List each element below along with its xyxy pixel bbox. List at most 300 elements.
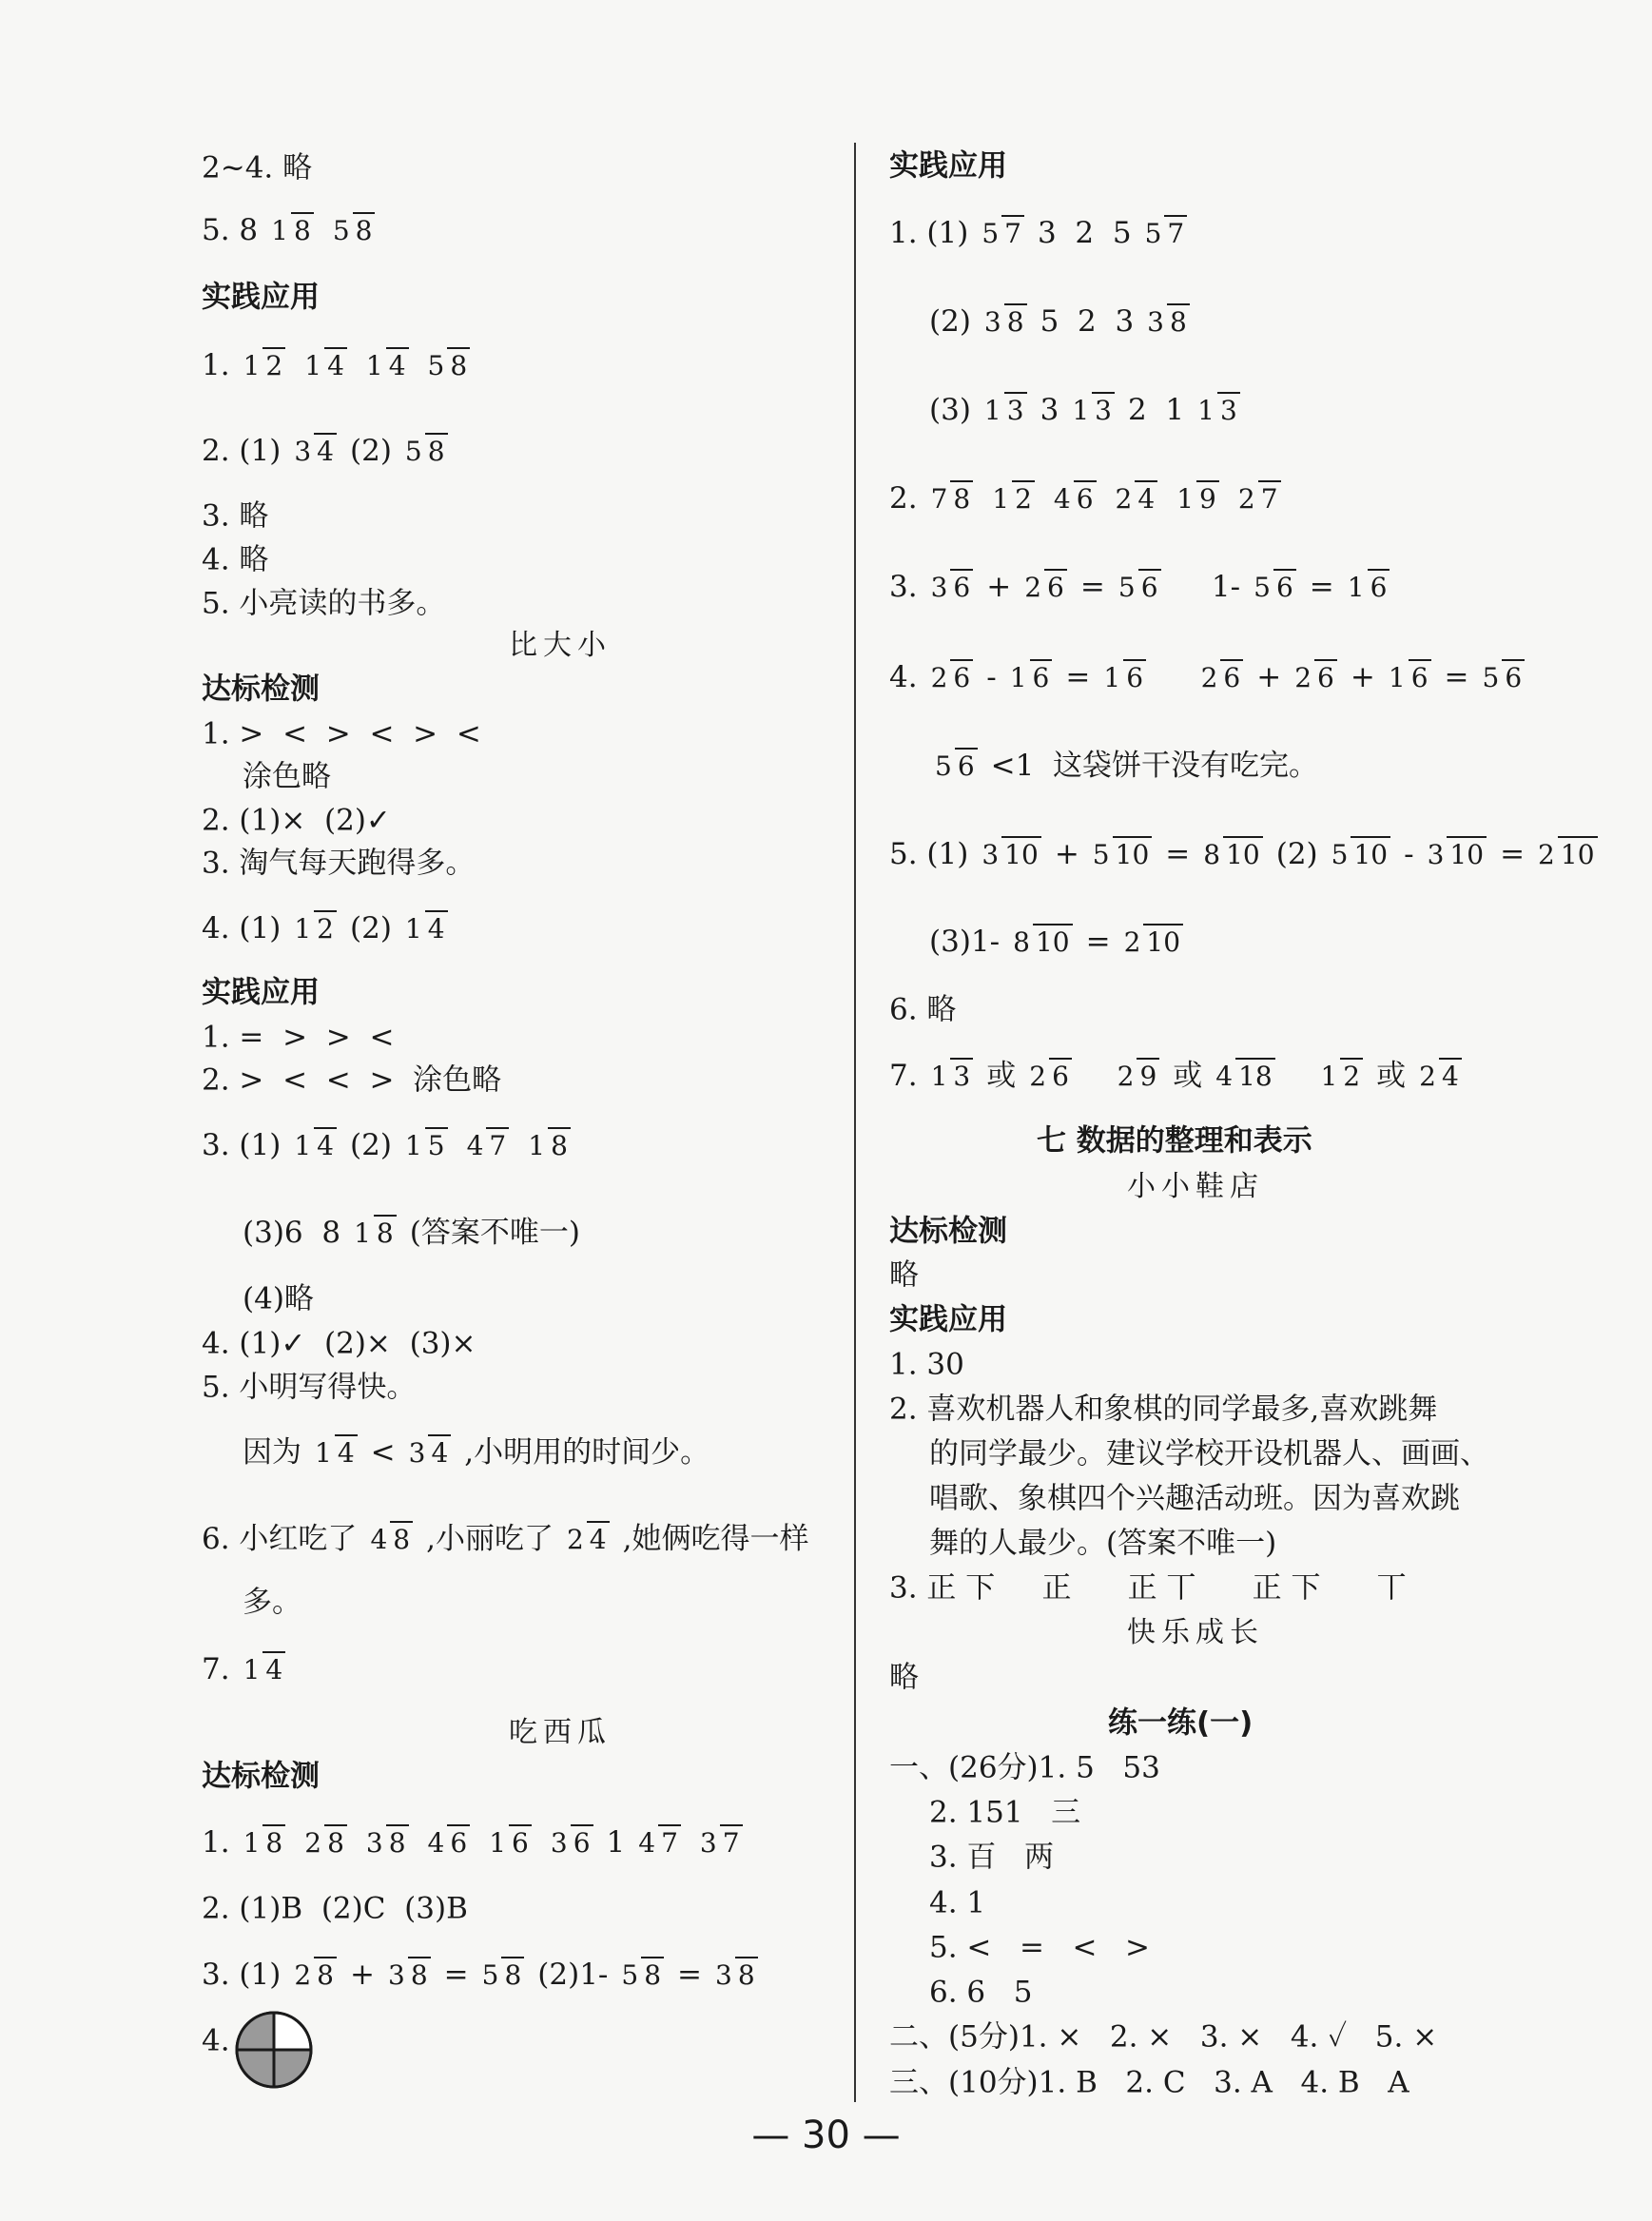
fraction-numerator: 1 [243, 1827, 261, 1859]
answer-line [202, 1127, 584, 1163]
fraction-denominator: 5 [425, 1127, 448, 1159]
fraction-denominator: 2 [262, 347, 285, 380]
section-heading: 实践应用 [202, 975, 320, 1010]
fraction-numerator: 2 [930, 662, 948, 693]
answer-text: (3)6 8 [243, 1215, 341, 1250]
fraction-numerator: 1 [489, 1827, 507, 1859]
fraction-denominator: 6 [950, 659, 973, 692]
fraction-numerator: 2 [1538, 839, 1555, 870]
fraction-denominator: 4 [314, 1127, 337, 1159]
answer-text: 略 [889, 1257, 919, 1293]
answer-text: 7. [202, 1651, 230, 1686]
fraction [351, 1215, 397, 1251]
fraction-denominator: 7 [658, 1824, 681, 1857]
fraction-denominator: 8 [425, 433, 448, 465]
fraction-numerator: 3 [699, 1827, 717, 1859]
fraction-denominator: 6 [447, 1824, 470, 1857]
fraction [312, 1434, 358, 1471]
fraction-numerator: 1 [1103, 662, 1121, 693]
answer-text: - [986, 659, 997, 694]
fraction-numerator: 1 [1388, 662, 1406, 693]
fraction-denominator: 6 [1074, 480, 1097, 513]
fraction-numerator: 2 [1294, 662, 1312, 693]
fraction-denominator: 6 [1030, 659, 1053, 692]
fraction [1195, 392, 1240, 428]
answer-text: 4. (1) [202, 910, 282, 945]
fraction-numerator: 3 [930, 572, 948, 603]
answer-text: 4. (1)✓ (2)× (3)× [202, 1326, 476, 1361]
fraction-denominator: 8 [374, 1215, 397, 1247]
fraction-denominator: 7 [1001, 215, 1024, 247]
fraction [1292, 659, 1337, 695]
answer-text: 舞的人最少。(答案不唯一) [929, 1526, 1277, 1561]
answer-text: = [1065, 659, 1091, 694]
fraction-denominator: 6 [571, 1824, 593, 1857]
answer-line [889, 659, 1538, 695]
fraction [301, 1824, 347, 1861]
fraction [402, 1127, 448, 1163]
answer-text: 2. > < < > 涂色略 [202, 1062, 502, 1098]
answer-line [929, 748, 1326, 784]
answer-line [889, 1347, 972, 1382]
fraction-denominator: 6 [950, 569, 973, 601]
section-heading: 实践应用 [202, 280, 320, 315]
fraction [928, 659, 974, 695]
fraction [291, 1127, 337, 1163]
fraction-denominator: 8 [291, 212, 314, 244]
answer-line [889, 1570, 1414, 1606]
answer-line [202, 498, 276, 534]
answer-text: 5. < = < > [929, 1930, 1151, 1965]
fraction [1317, 1058, 1363, 1094]
answer-text: 唱歌、象棋四个兴趣活动班。因为喜欢跳 [929, 1481, 1460, 1516]
answer-line [889, 480, 1294, 516]
answer-line [202, 150, 320, 185]
fraction [697, 1824, 743, 1861]
fraction-denominator: 8 [324, 1824, 347, 1857]
answer-text: ,小明用的时间少。 [464, 1434, 710, 1470]
answer-text: (3) [929, 392, 971, 427]
fraction-denominator: 3 [950, 1058, 973, 1090]
fraction-numerator: 2 [1117, 1061, 1135, 1092]
fraction [291, 433, 337, 469]
answer-line [202, 212, 388, 248]
answer-line [929, 1840, 1061, 1875]
fraction-denominator: 6 [509, 1824, 532, 1857]
answer-text: (2) [350, 910, 392, 945]
fraction-denominator: 8 [353, 212, 376, 244]
fraction [1100, 659, 1146, 695]
fraction-numerator: 1 [404, 913, 422, 945]
fraction-numerator: 2 [566, 1524, 584, 1555]
answer-line [929, 1885, 993, 1920]
fraction [1174, 480, 1219, 516]
answer-text: (3)1- [929, 924, 1001, 959]
fraction [1480, 659, 1526, 695]
fraction-numerator: 4 [466, 1130, 484, 1161]
answer-line [243, 1434, 717, 1471]
fraction-numerator: 1 [243, 350, 261, 381]
fraction [1142, 215, 1188, 251]
answer-line [889, 1392, 1445, 1427]
answer-line [889, 2065, 1417, 2100]
fraction [291, 1957, 337, 1993]
fraction [1416, 1058, 1462, 1094]
answer-text: 2. (1)B (2)C (3)B [202, 1891, 468, 1926]
answer-text: 涂色略 [243, 759, 331, 794]
fraction [979, 836, 1040, 872]
fraction-denominator: 4 [262, 1651, 285, 1684]
answer-line [929, 1526, 1284, 1561]
fraction-denominator: 10 [1113, 836, 1153, 868]
answer-text: = [1444, 659, 1469, 694]
answer-text: 2. 151 三 [929, 1795, 1081, 1830]
fraction [1200, 836, 1262, 872]
fraction [330, 212, 376, 248]
answer-text: 4. [202, 2023, 230, 2058]
fraction-denominator: 9 [1137, 1058, 1159, 1090]
answer-line [929, 303, 1203, 340]
fraction-denominator: 8 [501, 1957, 524, 1989]
fraction-numerator: 5 [981, 218, 1000, 249]
answer-text: 1. 30 [889, 1347, 964, 1382]
fraction-denominator: 7 [1164, 215, 1187, 247]
fraction [464, 1127, 510, 1163]
answer-line [243, 1281, 321, 1316]
answer-text: 3. 略 [202, 498, 269, 534]
fraction [989, 480, 1035, 516]
fraction-numerator: 2 [304, 1827, 322, 1859]
fraction-numerator: 1 [315, 1437, 332, 1469]
fraction [1251, 569, 1296, 605]
answer-line [243, 1215, 588, 1251]
fraction [367, 1521, 413, 1557]
fraction-numerator: 1 [271, 215, 288, 246]
fraction-numerator: 5 [481, 1959, 499, 1991]
answer-text: (2) [1275, 836, 1318, 871]
answer-text: 1. (1) [889, 215, 969, 250]
fraction [928, 569, 974, 605]
fraction-denominator: 8 [1167, 303, 1190, 336]
answer-line [889, 992, 963, 1027]
fraction-denominator: 8 [641, 1957, 664, 1989]
fraction-denominator: 6 [1273, 569, 1296, 601]
answer-line [202, 1957, 771, 1993]
fraction [1051, 480, 1097, 516]
fraction-numerator: 2 [1419, 1061, 1436, 1092]
section-heading: 达标检测 [202, 672, 320, 707]
answer-line [889, 1058, 1475, 1094]
answer-text: 5 2 3 [1040, 303, 1135, 339]
fraction [363, 347, 409, 383]
fraction [406, 1434, 452, 1471]
fraction [1386, 659, 1431, 695]
answer-text: (2) [350, 1127, 392, 1162]
subsection-title: 快乐成长 [1127, 1616, 1264, 1649]
fraction-denominator: 7 [486, 1127, 509, 1159]
fraction-denominator: 4 [386, 347, 409, 380]
fraction [928, 480, 974, 516]
answer-text: 3 [1040, 392, 1059, 427]
fraction [479, 1957, 525, 1993]
answer-text: (答案不唯一) [409, 1215, 580, 1250]
fraction-denominator: 8 [950, 480, 973, 513]
fraction-numerator: 5 [1254, 572, 1271, 603]
answer-line [202, 542, 276, 577]
answer-text: < [370, 1434, 396, 1470]
fraction [402, 433, 448, 469]
fraction-denominator: 6 [1123, 659, 1146, 692]
fraction [979, 215, 1024, 251]
answer-line [202, 1326, 484, 1361]
fraction-numerator: 3 [365, 1827, 383, 1859]
fraction-denominator: 6 [1220, 659, 1243, 692]
chapter-heading: 七 数据的整理和表示 [1037, 1123, 1312, 1159]
answer-text: 3. [889, 569, 918, 604]
fraction-denominator: 4 [1439, 1058, 1462, 1090]
fraction-numerator: 1 [243, 1654, 261, 1685]
fraction-denominator: 8 [1004, 303, 1027, 336]
fraction-numerator: 1 [304, 350, 322, 381]
fraction-numerator: 1 [294, 913, 312, 945]
answer-text: 3. (1) [202, 1127, 282, 1162]
fraction-numerator: 5 [1482, 662, 1500, 693]
answer-text: 1- [1174, 569, 1241, 604]
fraction-denominator: 8 [735, 1957, 758, 1989]
answer-text: 7. [889, 1058, 918, 1093]
fraction [981, 303, 1027, 340]
chapter-heading: 练一练(一) [1108, 1705, 1254, 1741]
fraction-denominator: 6 [1049, 1058, 1072, 1090]
fraction-numerator: 8 [1203, 839, 1221, 870]
answer-text: 二、(5分)1. × 2. × 3. × 4. ✓ 5. × [889, 2019, 1438, 2055]
fraction-denominator: 3 [1217, 392, 1240, 424]
answer-text: 5. 小明写得快。 [202, 1370, 417, 1405]
fraction-numerator: 1 [528, 1130, 546, 1161]
fraction-numerator: 1 [1009, 662, 1027, 693]
answer-text: = [1165, 836, 1191, 871]
fraction [241, 1651, 286, 1687]
fraction-denominator: 10 [1033, 924, 1073, 956]
page-number: — 30 — [751, 2114, 901, 2157]
answer-text: 因为 [243, 1434, 301, 1470]
subsection-title: 比大小 [509, 629, 612, 662]
answer-text: 略 [889, 1660, 919, 1695]
fraction-numerator: 2 [294, 1959, 312, 1991]
fraction-denominator: 2 [1340, 1058, 1363, 1090]
fraction-denominator: 3 [1092, 392, 1115, 424]
fraction [1026, 1058, 1072, 1094]
answer-text: 1. [202, 1824, 230, 1860]
answer-text: 6. 略 [889, 992, 957, 1027]
fraction-numerator: 2 [1029, 1061, 1047, 1092]
fraction-numerator: 4 [370, 1524, 388, 1555]
fraction-denominator: 10 [1143, 924, 1183, 956]
fraction-numerator: 3 [1147, 306, 1164, 338]
fraction [1345, 569, 1390, 605]
answer-text [1159, 663, 1188, 692]
fraction-denominator: 6 [1138, 569, 1161, 601]
answer-line [202, 910, 461, 946]
fraction [363, 1824, 409, 1861]
fraction [301, 347, 347, 383]
fraction [1090, 836, 1152, 872]
answer-text: (2) [929, 303, 971, 339]
fraction-numerator: 3 [550, 1827, 568, 1859]
fraction [1198, 659, 1244, 695]
answer-line [889, 215, 1200, 251]
section-heading: 实践应用 [889, 1302, 1007, 1337]
answer-line [202, 1651, 299, 1687]
fraction-numerator: 1 [930, 1061, 948, 1092]
answer-line [202, 1062, 509, 1098]
fraction-denominator: 2 [1012, 480, 1035, 513]
fraction-denominator: 6 [1502, 659, 1525, 692]
answer-text: = [1309, 569, 1334, 604]
fraction-denominator: 9 [1196, 480, 1219, 513]
answer-text: (2)1- [537, 1957, 609, 1992]
fraction-denominator: 4 [428, 1434, 451, 1467]
fraction [618, 1957, 664, 1993]
answer-line [889, 1750, 1168, 1785]
fraction [1116, 569, 1161, 605]
answer-text: + [1350, 659, 1375, 694]
fraction [1535, 836, 1597, 872]
answer-line [929, 924, 1196, 960]
fraction-numerator: 3 [1427, 839, 1445, 870]
answer-text: 2. (1)× (2)✓ [202, 803, 391, 838]
fraction-numerator: 3 [981, 839, 1000, 870]
fraction-numerator: 3 [983, 306, 1001, 338]
fraction-numerator: 1 [1197, 395, 1215, 426]
answer-line [929, 1481, 1467, 1516]
fraction-denominator: 6 [1314, 659, 1337, 692]
answer-text: 3. 正 下 正 正 丅 正 下 丅 [889, 1570, 1407, 1606]
fraction-denominator: 8 [390, 1521, 413, 1553]
answer-text: = [443, 1957, 469, 1992]
fraction-numerator: 7 [930, 483, 948, 515]
fraction-denominator: 4 [324, 347, 347, 380]
fraction-denominator: 6 [1368, 569, 1390, 601]
answer-text: 4. 1 [929, 1885, 986, 1920]
fraction [712, 1957, 758, 1993]
fraction-numerator: 5 [427, 350, 445, 381]
fraction-numerator: 5 [404, 436, 422, 467]
answer-text: ,她俩吃得一样 [622, 1521, 809, 1556]
fraction-denominator: 6 [1044, 569, 1067, 601]
answer-text: (4)略 [243, 1281, 314, 1316]
answer-text: 或 [986, 1058, 1017, 1093]
fraction-numerator: 4 [638, 1827, 656, 1859]
answer-text: 1 [606, 1824, 626, 1860]
fraction-denominator: 10 [1447, 836, 1487, 868]
answer-text: 3. 百 两 [929, 1840, 1054, 1875]
fraction [402, 910, 448, 946]
answer-text: 6. 小红吃了 [202, 1521, 358, 1556]
answer-text: 的同学最少。建议学校开设机器人、画画、 [929, 1436, 1489, 1471]
answer-text: + [1256, 659, 1282, 694]
answer-text: + [350, 1957, 375, 1992]
fraction-numerator: 3 [387, 1959, 405, 1991]
fraction-numerator: 5 [1118, 572, 1136, 603]
answer-text: 2~4. 略 [202, 150, 313, 185]
answer-line [202, 433, 461, 469]
fraction-numerator: 1 [1347, 572, 1365, 603]
answer-text: + [1054, 836, 1079, 871]
answer-text: 6. 6 5 [929, 1975, 1033, 2010]
fraction-denominator: 10 [1001, 836, 1041, 868]
fraction [385, 1957, 431, 1993]
fraction [932, 748, 978, 784]
fraction-numerator: 1 [1072, 395, 1090, 426]
fraction [1213, 1058, 1274, 1094]
answer-line [202, 846, 482, 881]
answer-text: 或 [1173, 1058, 1203, 1093]
fraction-numerator: 1 [294, 1130, 312, 1161]
answer-text: + [986, 569, 1012, 604]
fraction-numerator: 2 [1024, 572, 1042, 603]
fraction-denominator: 10 [1351, 836, 1390, 868]
fraction-numerator: 4 [1215, 1061, 1234, 1092]
fraction-numerator: 1 [365, 350, 383, 381]
fraction-denominator: 8 [548, 1127, 571, 1159]
answer-text: 5. 小亮读的书多。 [202, 586, 446, 621]
fraction-denominator: 8 [447, 347, 470, 380]
section-heading: 达标检测 [202, 1759, 320, 1794]
fraction-numerator: 4 [427, 1827, 445, 1859]
fraction-numerator: 5 [1331, 839, 1349, 870]
fraction-numerator: 1 [992, 483, 1010, 515]
answer-text: 2. 喜欢机器人和象棋的同学最多,喜欢跳舞 [889, 1392, 1438, 1427]
fraction [1069, 392, 1115, 428]
answer-line [202, 586, 453, 621]
answer-text: 2 1 [1127, 392, 1185, 427]
answer-line [929, 392, 1254, 428]
fraction [635, 1824, 681, 1861]
fraction-numerator: 1 [1176, 483, 1195, 515]
fraction-denominator: 7 [720, 1824, 743, 1857]
fraction-denominator: 3 [1004, 392, 1027, 424]
fraction-denominator: 4 [335, 1434, 358, 1467]
fraction-numerator: 5 [935, 750, 952, 782]
answer-line [929, 1795, 1088, 1830]
answer-line [243, 1585, 309, 1620]
fraction-denominator: 6 [1409, 659, 1431, 692]
subsection-title: 小小鞋店 [1127, 1170, 1264, 1203]
fraction [291, 910, 337, 946]
fraction-numerator: 3 [715, 1959, 732, 1991]
fraction [1235, 480, 1281, 516]
fraction [525, 1127, 571, 1163]
fraction-denominator: 18 [1235, 1058, 1275, 1090]
fraction [241, 1824, 286, 1861]
fraction-numerator: 8 [1013, 926, 1030, 958]
answer-line [889, 2019, 1445, 2055]
section-heading: 实践应用 [889, 148, 1007, 184]
answer-text: 2. [889, 480, 918, 516]
fraction [1021, 569, 1067, 605]
fraction [1425, 836, 1487, 872]
answer-text: 4. [889, 659, 918, 694]
answer-line [202, 1824, 756, 1861]
fraction [1329, 836, 1390, 872]
fraction-denominator: 8 [408, 1957, 431, 1989]
fraction-denominator: 10 [1223, 836, 1263, 868]
fraction [981, 392, 1027, 428]
fraction-numerator: 1 [983, 395, 1001, 426]
fraction [1010, 924, 1072, 960]
section-heading: 达标检测 [889, 1214, 1007, 1249]
